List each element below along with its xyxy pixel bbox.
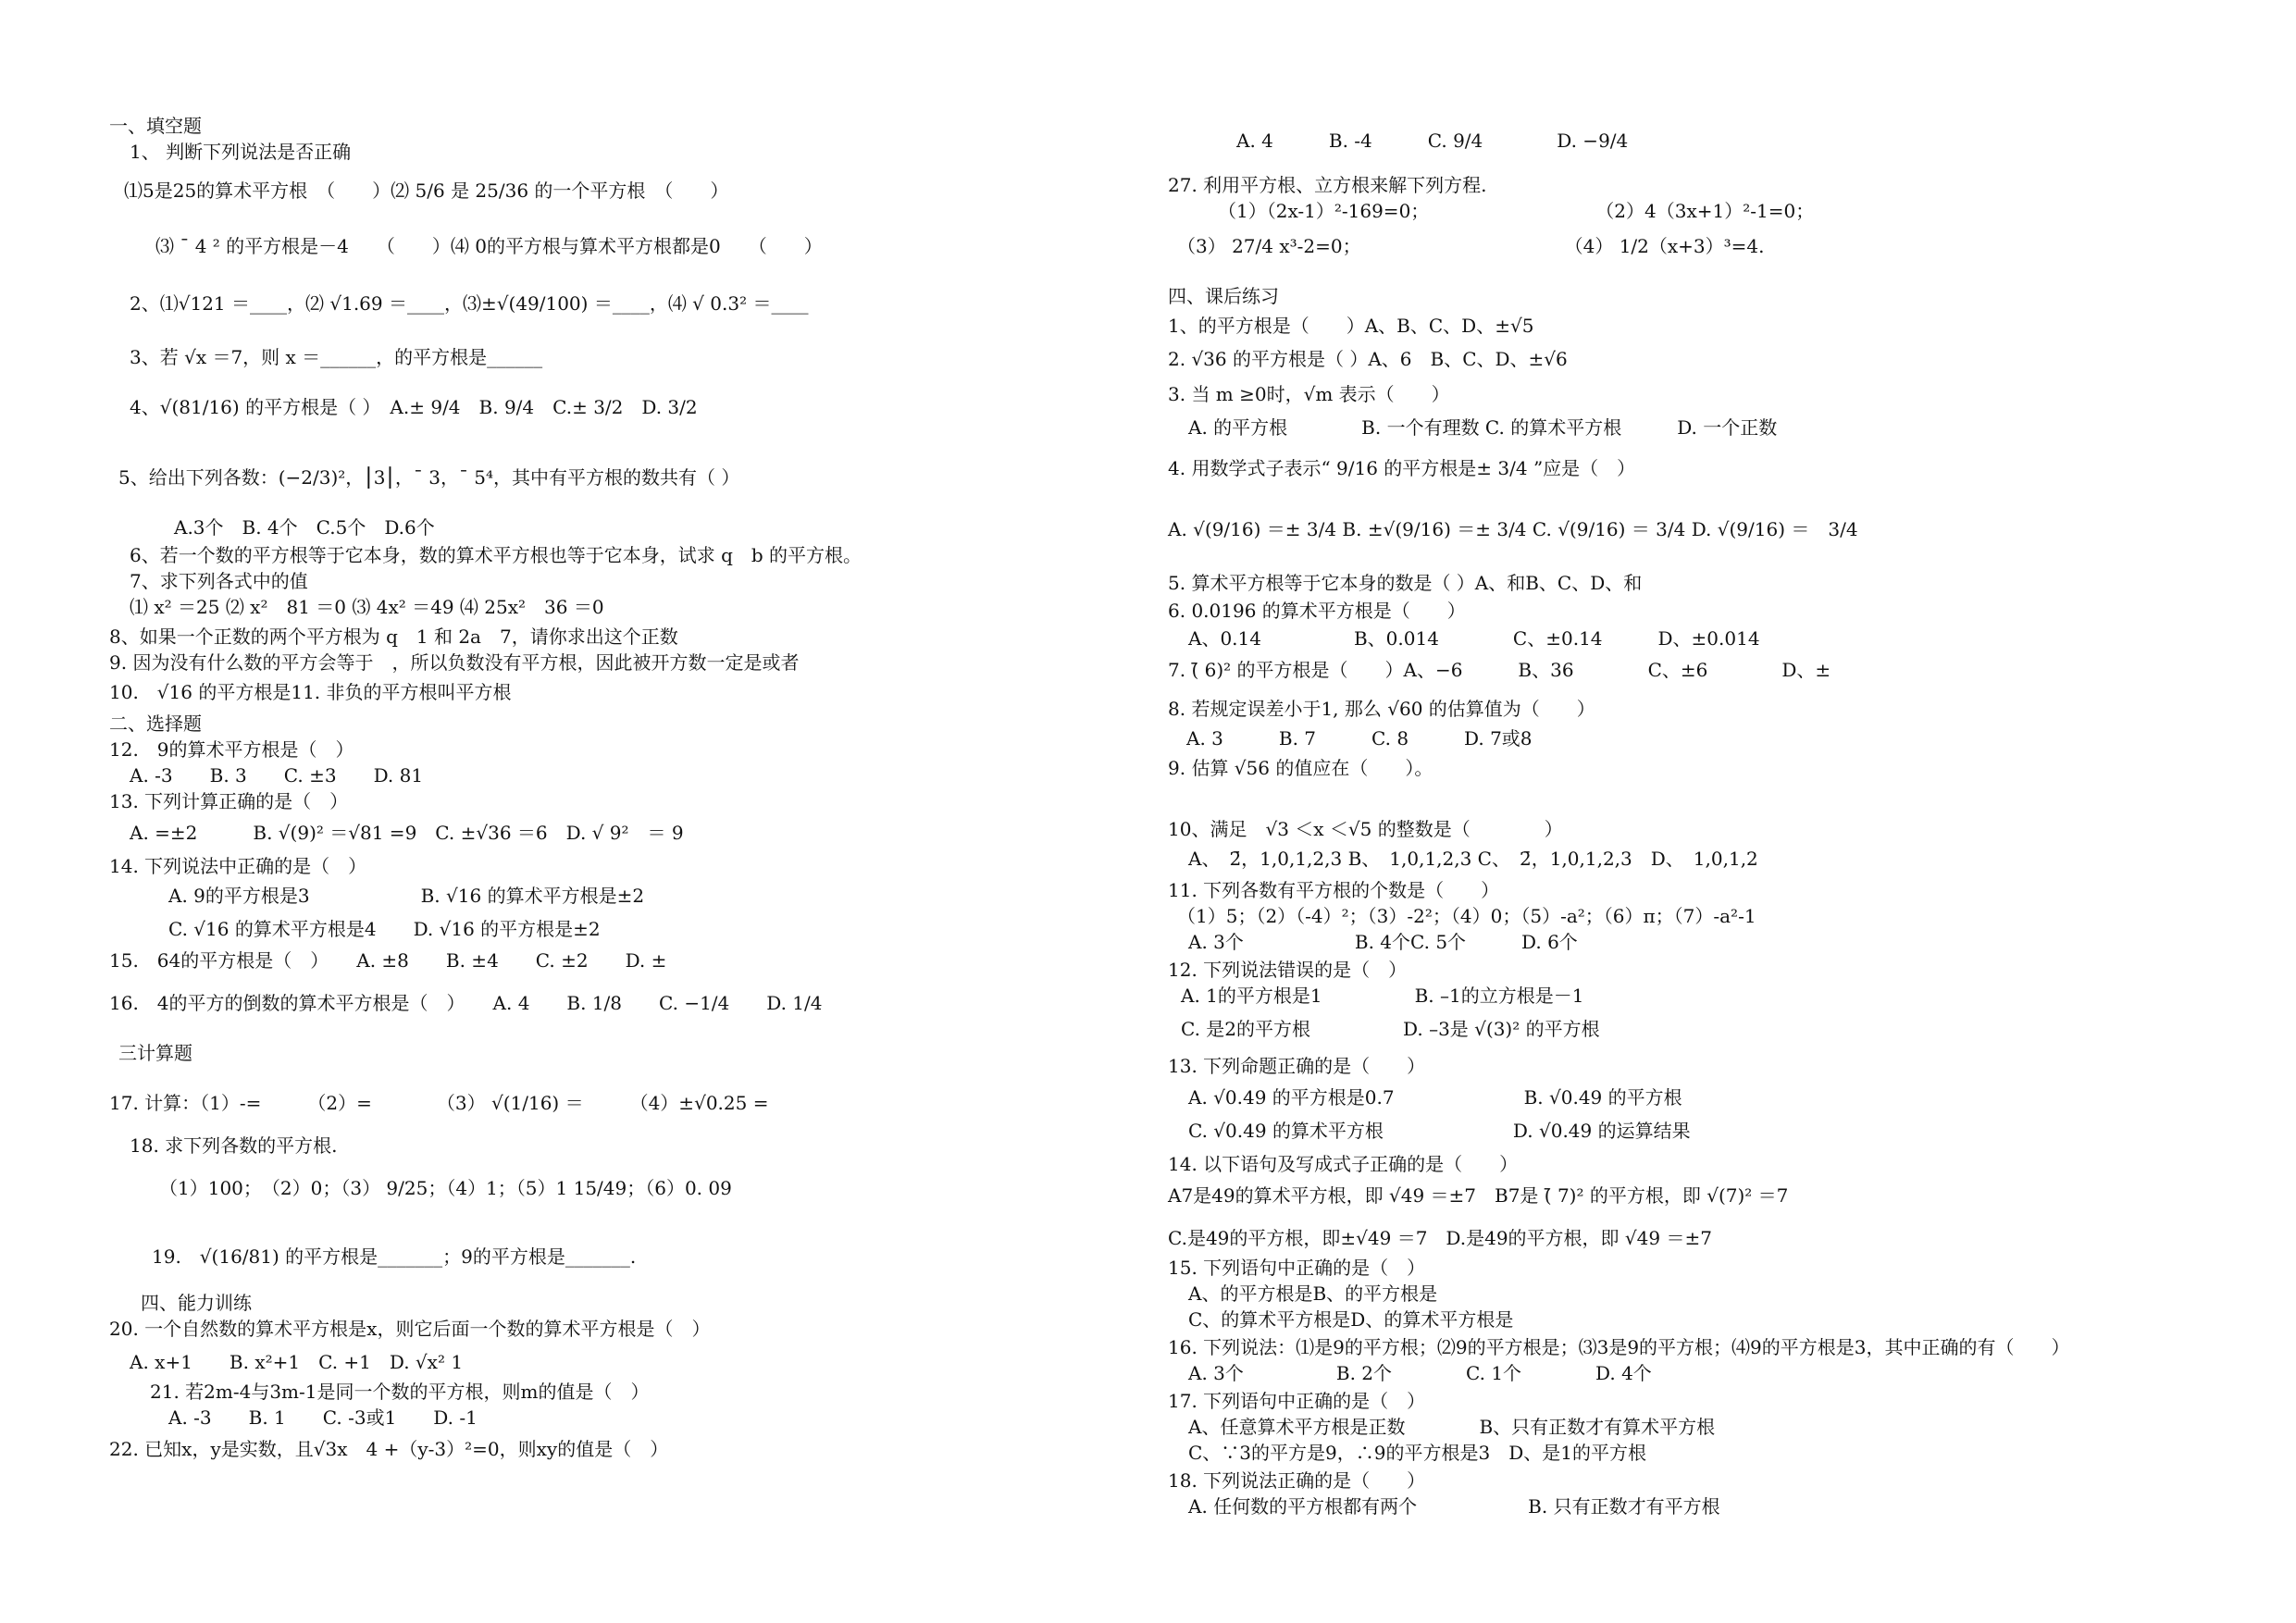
right-line: A、任意算术平方根是正数 B、只有正数才有算术平方根 bbox=[1188, 1416, 1716, 1438]
right-line: A、的平方根是B、的平方根是 bbox=[1188, 1282, 1438, 1305]
left-line: 21. 若2m-4与3m-1是同一个数的平方根，则m的值是（ ） bbox=[150, 1381, 650, 1403]
left-line: 二、选择题 bbox=[109, 712, 202, 735]
left-line: 9. 因为没有什么数的平方会等于 ，所以负数没有平方根，因此被开方数一定是或者 bbox=[109, 651, 800, 674]
right-line: 8. 若规定误差小于1, 那么 √60 的估算值为（ ） bbox=[1168, 698, 1595, 720]
left-line: （1）100； （2）0；（3） 9/25；（4）1；（5）1 15/49；（6）0. 09 bbox=[159, 1177, 732, 1199]
right-line: 14. 以下语句及写成式子正确的是（ ） bbox=[1168, 1153, 1519, 1175]
left-line: 四、能力训练 bbox=[141, 1292, 252, 1314]
right-line: 四、课后练习 bbox=[1168, 285, 1279, 307]
right-line: 10、满足 √3 ＜x ＜√5 的整数是（ ） bbox=[1168, 818, 1563, 840]
right-line: A7是49的算术平方根，即 √49 ＝±7 B7是 (̄ 7)² 的平方根，即 √(7)² ＝7 bbox=[1168, 1184, 1789, 1207]
left-line: ⑴ x² ＝25 ⑵ x² 81 ＝0 ⑶ 4x² ＝49 ⑷ 25x² 36 ＝0 bbox=[130, 596, 604, 618]
left-line: 17. 计算：（1）-= （2）= （3） √(1/16) ＝ （4）±√0.25 = bbox=[109, 1092, 769, 1114]
right-line: A. 1的平方根是1 B. –1的立方根是－1 bbox=[1181, 985, 1584, 1007]
right-line: A. √(9/16) ＝± 3/4 B. ±√(9/16) ＝± 3/4 C. √(9/16) ＝ 3/4 D. √(9/16) ＝ 3/4 bbox=[1168, 518, 1858, 540]
right-line: C.是49的平方根，即±√49 ＝7 D.是49的平方根，即 √49 ＝±7 bbox=[1168, 1227, 1712, 1249]
left-line: 1、 判断下列说法是否正确 bbox=[130, 141, 352, 163]
right-line: （1）（2x-1）²-169=0； （2）4（3x+1）²-1=0； bbox=[1218, 200, 1815, 222]
left-line: 2、⑴√121 ＝____，⑵ √1.69 ＝____，⑶±√(49/100) ＝____，⑷ √ 0.3² ＝____ bbox=[130, 292, 809, 315]
left-line: 19. √(16/81) 的平方根是_______；9的平方根是_______. bbox=[152, 1245, 637, 1268]
left-line: 18. 求下列各数的平方根. bbox=[130, 1134, 338, 1157]
left-line: 6、若一个数的平方根等于它本身，数的算术平方根也等于它本身，试求 q b 的平方根。 bbox=[130, 544, 863, 566]
right-line: 6. 0.0196 的算术平方根是（ ） bbox=[1168, 600, 1466, 622]
right-line: 9. 估算 √56 的值应在（ ）。 bbox=[1168, 757, 1433, 779]
left-line: 一、填空题 bbox=[109, 115, 202, 137]
right-line: C. 是2的平方根 D. –3是 √(3)² 的平方根 bbox=[1181, 1018, 1600, 1040]
right-line: 5. 算术平方根等于它本身的数是（ ）A、和B、C、D、和 bbox=[1168, 572, 1643, 594]
left-line: 7、求下列各式中的值 bbox=[130, 570, 308, 592]
left-line: A.3个 B. 4个 C.5个 D.6个 bbox=[174, 516, 435, 539]
right-line: C、的算术平方根是D、的算术平方根是 bbox=[1188, 1308, 1514, 1331]
left-line: A. 9的平方根是3 B. √16 的算术平方根是±2 bbox=[168, 885, 645, 907]
right-line: C、∵3的平方是9，∴9的平方根是3 D、是1的平方根 bbox=[1188, 1442, 1646, 1464]
left-line: ⑶ ˉ 4 ² 的平方根是－4 （ ）⑷ 0的平方根与算术平方根都是0 （ ） bbox=[155, 235, 823, 257]
right-line: 18. 下列说法正确的是（ ） bbox=[1168, 1469, 1426, 1492]
right-line: A. 3个 B. 2个 C. 1个 D. 4个 bbox=[1188, 1362, 1652, 1384]
right-line: 11. 下列各数有平方根的个数是（ ） bbox=[1168, 879, 1500, 901]
left-line: A. -3 B. 3 C. ±3 D. 81 bbox=[130, 764, 424, 787]
left-line: 10. √16 的平方根是11. 非负的平方根叫平方根 bbox=[109, 681, 512, 703]
left-line: 4、√(81/16) 的平方根是（ ） A.± 9/4 B. 9/4 C.± 3/2 D. 3/2 bbox=[130, 396, 698, 418]
right-line: A. 的平方根 B. 一个有理数 C. 的算术平方根 D. 一个正数 bbox=[1188, 416, 1778, 439]
right-line: 15. 下列语句中正确的是（ ） bbox=[1168, 1257, 1426, 1279]
left-line: 12. 9的算术平方根是（ ） bbox=[109, 738, 354, 761]
left-line: 3、若 √x ＝7，则 x ＝______，的平方根是______ bbox=[130, 346, 543, 368]
right-line: 1、的平方根是（ ）A、B、C、D、±√5 bbox=[1168, 315, 1534, 337]
left-line: 5、给出下列各数：(−2/3)²，⎮3⎮，ˉ 3，ˉ 5⁴，其中有平方根的数共有（ ） bbox=[118, 466, 740, 489]
left-line: 16. 4的平方的倒数的算术平方根是（ ） A. 4 B. 1/8 C. −1/4 D. 1/4 bbox=[109, 992, 823, 1014]
left-line: ⑴5是25的算术平方根 （ ）⑵ 5/6 是 25/36 的一个平方根 （ ） bbox=[124, 180, 729, 202]
right-line: C. √0.49 的算术平方根 D. √0.49 的运算结果 bbox=[1188, 1120, 1691, 1142]
right-line: A、 2̄，1,0,1,2,3 B、 1,0,1,2,3 C、 2̄，1,0,1,2,3 D、 1,0,1,2 bbox=[1188, 848, 1758, 870]
right-line: A. 3个 B. 4个C. 5个 D. 6个 bbox=[1188, 931, 1578, 953]
left-line: 20. 一个自然数的算术平方根是x，则它后面一个数的算术平方根是（ ） bbox=[109, 1318, 711, 1340]
right-line: 27. 利用平方根、立方根来解下列方程. bbox=[1168, 174, 1487, 196]
right-line: 4. 用数学式子表示“ 9/16 的平方根是± 3/4 ”应是（ ） bbox=[1168, 457, 1636, 479]
left-line: A. x+1 B. x²+1 C. +1 D. √x² 1 bbox=[130, 1351, 464, 1373]
right-line: A. 3 B. 7 C. 8 D. 7或8 bbox=[1186, 727, 1533, 750]
left-line: 13. 下列计算正确的是（ ） bbox=[109, 790, 349, 812]
left-line: 8、如果一个正数的两个平方根为 q 1 和 2a 7，请你求出这个正数 bbox=[109, 626, 678, 648]
left-line: 15. 64的平方根是（ ） A. ±8 B. ±4 C. ±2 D. ± bbox=[109, 949, 667, 972]
left-line: 14. 下列说法中正确的是（ ） bbox=[109, 855, 367, 877]
left-line: A. =±2 B. √(9)² ＝√81 =9 C. ±√36 ＝6 D. √ 9² ＝ 9 bbox=[130, 822, 684, 844]
right-line: A、0.14 B、0.014 C、±0.14 D、±0.014 bbox=[1188, 627, 1760, 650]
right-line: 3. 当 m ≥0时，√m 表示（ ） bbox=[1168, 383, 1450, 405]
right-line: 12. 下列说法错误的是（ ） bbox=[1168, 959, 1408, 981]
right-line: 2. √36 的平方根是（ ）A、6 B、C、D、±√6 bbox=[1168, 348, 1568, 370]
right-line: （3） 27/4 x³-2=0； （4） 1/2（x+3）³=4. bbox=[1177, 235, 1765, 257]
left-line: A. -3 B. 1 C. -3或1 D. -1 bbox=[168, 1406, 478, 1429]
right-line: A. 4 B. -4 C. 9/4 D. −9/4 bbox=[1236, 130, 1629, 152]
left-line: 22. 已知x，y是实数，且√3x 4 +（y-3）²=0，则xy的值是（ ） bbox=[109, 1438, 669, 1460]
right-line: （1）5；（2）（-4）²；（3）-2²；（4）0；（5）-a²；（6）π；（7）-a²-1 bbox=[1177, 905, 1756, 927]
right-line: 16. 下列说法：⑴是9的平方根；⑵9的平方根是；⑶3是9的平方根；⑷9的平方根是3，其中正确的有（ ） bbox=[1168, 1336, 2070, 1358]
right-line: 17. 下列语句中正确的是（ ） bbox=[1168, 1390, 1426, 1412]
right-line: 13. 下列命题正确的是（ ） bbox=[1168, 1055, 1426, 1077]
left-line: 三计算题 bbox=[118, 1042, 192, 1064]
right-line: A. √0.49 的平方根是0.7 B. √0.49 的平方根 bbox=[1188, 1086, 1682, 1109]
left-line: C. √16 的算术平方根是4 D. √16 的平方根是±2 bbox=[168, 918, 601, 940]
right-line: 7. (̄ 6)² 的平方根是（ ）A、−6 B、36 C、±6 D、± bbox=[1168, 659, 1831, 681]
right-line: A. 任何数的平方根都有两个 B. 只有正数才有平方根 bbox=[1188, 1495, 1720, 1518]
